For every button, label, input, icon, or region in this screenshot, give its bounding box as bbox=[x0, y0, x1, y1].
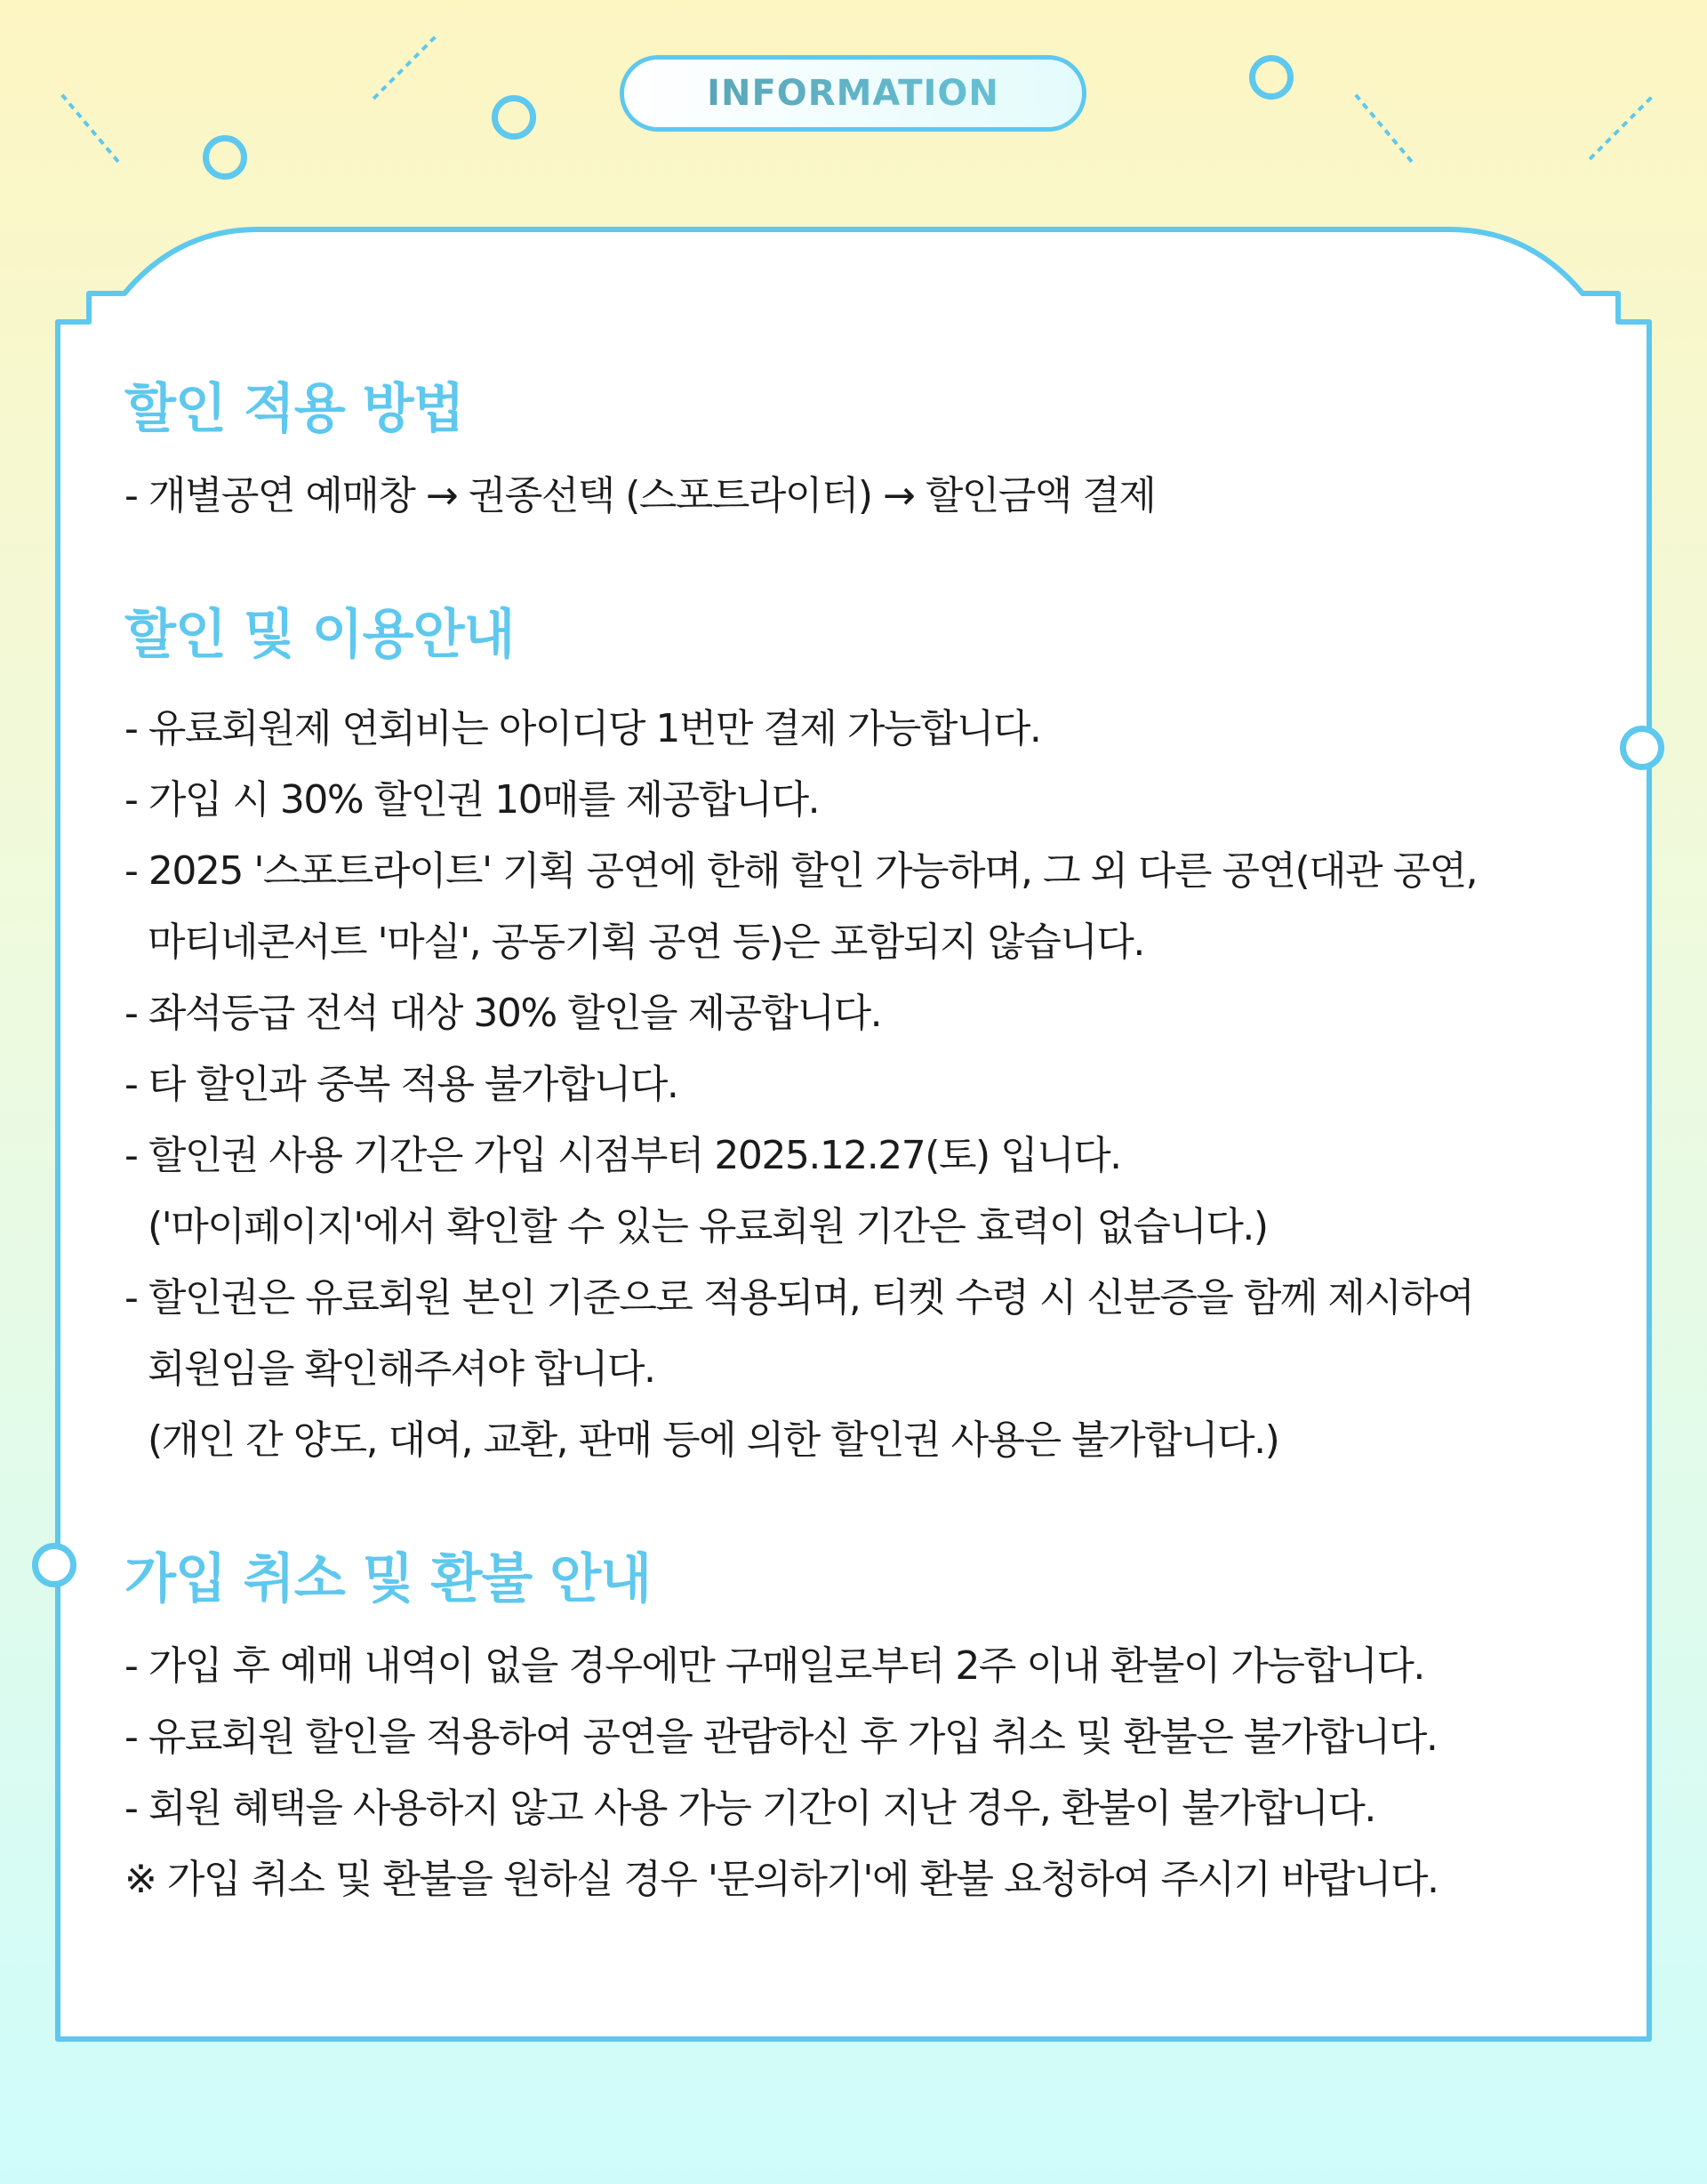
refund-line: - 가입 후 예매 내역이 없을 경우에만 구매일로부터 2주 이내 환불이 가능합니다. bbox=[124, 1643, 1424, 1689]
guide-line: - 할인권 사용 기간은 가입 시점부터 2025.12.27(토) 입니다. bbox=[124, 1133, 1121, 1178]
refund-notice-line: ※ 가입 취소 및 환불을 원하실 경우 '문의하기'에 환불 요청하여 주시기 바랍니다. bbox=[124, 1857, 1439, 1902]
circle-decoration bbox=[1620, 726, 1664, 770]
information-content bbox=[124, 373, 1583, 1915]
section-title-discount-guide: 할인 및 이용안내 bbox=[124, 604, 515, 666]
discount-method-line: - 개별공연 예매창 → 권종선택 (스포트라이터) → 할인금액 결제 bbox=[124, 473, 1156, 518]
guide-line: 마티네콘서트 '마실', 공동기획 공연 등)은 포함되지 않습니다. bbox=[148, 919, 1144, 965]
guide-line: (개인 간 양도, 대여, 교환, 판매 등에 의한 할인권 사용은 불가합니다.) bbox=[148, 1417, 1279, 1463]
guide-line: - 좌석등급 전석 대상 30% 할인을 제공합니다. bbox=[124, 991, 882, 1036]
refund-line: - 회원 혜택을 사용하지 않고 사용 가능 기간이 지난 경우, 환불이 불가합니다. bbox=[124, 1786, 1375, 1831]
guide-line: 회원임을 확인해주셔야 합니다. bbox=[148, 1346, 655, 1392]
guide-line: - 가입 시 30% 할인권 10매를 제공합니다. bbox=[124, 777, 820, 823]
circle-decoration bbox=[32, 1543, 76, 1587]
guide-line: - 2025 '스포트라이트' 기획 공연에 한해 할인 가능하며, 그 외 다른 공연(대관 공연, bbox=[124, 848, 1478, 894]
guide-line: - 할인권은 유료회원 본인 기준으로 적용되며, 티켓 수령 시 신분증을 함께 제시하여 bbox=[124, 1275, 1474, 1321]
section-title-cancel-refund: 가입 취소 및 환불 안내 bbox=[124, 1548, 652, 1610]
section-title-discount-method: 할인 적용 방법 bbox=[124, 378, 464, 440]
guide-line: - 유료회원제 연회비는 아이디당 1번만 결제 가능합니다. bbox=[124, 706, 1041, 751]
information-badge-label: INFORMATION bbox=[707, 73, 999, 114]
guide-line: ('마이페이지'에서 확인할 수 있는 유료회원 기간은 효력이 없습니다.) bbox=[148, 1204, 1268, 1249]
refund-line: - 유료회원 할인을 적용하여 공연을 관람하신 후 가입 취소 및 환불은 불가합니다. bbox=[124, 1714, 1438, 1760]
guide-line: - 타 할인과 중복 적용 불가합니다. bbox=[124, 1062, 678, 1107]
